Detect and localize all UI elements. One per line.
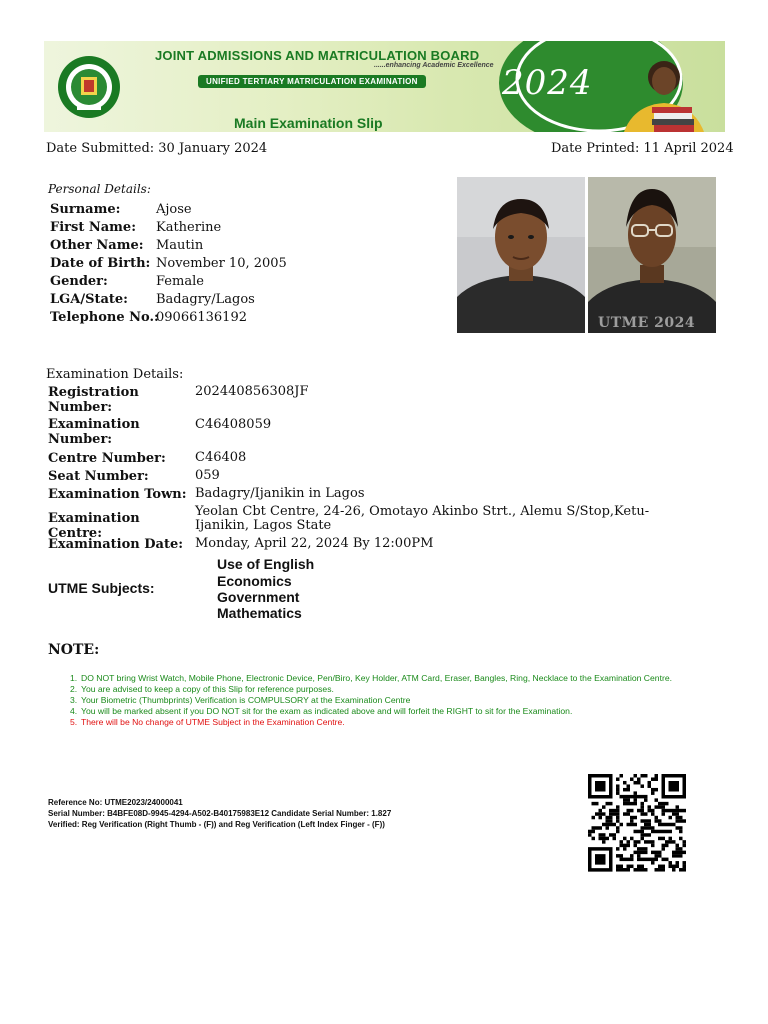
subject-item: Use of English	[217, 556, 315, 572]
personal-value: Badagry/Lagos	[156, 292, 255, 307]
personal-value: Female	[156, 274, 204, 289]
exam-value: Badagry/Ijanikin in Lagos	[195, 486, 365, 501]
org-name: JOINT ADMISSIONS AND MATRICULATION BOARD	[155, 48, 480, 63]
note-text: You are advised to keep a copy of this Slip for reference purposes.	[81, 684, 334, 694]
personal-label: Surname:	[50, 202, 121, 217]
exam-value: 202440856308JF	[195, 384, 309, 399]
note-title: NOTE:	[48, 642, 100, 658]
candidate-photo-exam	[588, 177, 716, 333]
qr-code	[588, 774, 695, 872]
subject-item: Mathematics	[217, 605, 302, 621]
reference-block	[48, 797, 391, 830]
note-number: 4.	[70, 706, 78, 716]
personal-label: Other Name:	[50, 238, 144, 253]
date-printed: Date Printed: 11 April 2024	[551, 141, 734, 156]
verification-status: Verified: Reg Verification (Right Thumb - (F)) and Reg Verification (Left Index Finger - (F))	[48, 820, 385, 829]
exam-value: Monday, April 22, 2024 By 12:00PM	[195, 536, 434, 551]
serial-number: Serial Number: B4BFE08D-9945-4294-A502-B40175983E12 Candidate Serial Number: 1.827	[48, 809, 392, 818]
personal-label: Telephone No.:	[50, 310, 159, 325]
personal-label: Date of Birth:	[50, 256, 151, 271]
note-number: 2.	[70, 684, 78, 694]
subject-item: Economics	[217, 573, 292, 589]
org-tagline: ......enhancing Academic Excellence	[374, 62, 494, 69]
jamb-logo	[57, 55, 121, 119]
note-item	[70, 684, 700, 695]
personal-value: November 10, 2005	[156, 256, 287, 271]
header-banner	[44, 41, 725, 132]
subject-item: Government	[217, 589, 300, 605]
personal-details-heading: Personal Details:	[48, 182, 151, 196]
note-item	[70, 706, 700, 717]
student-illustration	[604, 47, 725, 132]
exam-label: Examination Number:	[48, 417, 140, 447]
exam-label: Centre Number:	[48, 451, 166, 466]
personal-value: Katherine	[156, 220, 222, 235]
notes-list	[70, 673, 700, 728]
utme-subjects-label: UTME Subjects:	[48, 580, 155, 596]
note-item	[70, 673, 700, 684]
note-number: 3.	[70, 695, 78, 705]
exam-value: C46408059	[195, 417, 272, 432]
personal-label: Gender:	[50, 274, 108, 289]
exam-label: Examination Centre:	[48, 511, 140, 541]
note-text: DO NOT bring Wrist Watch, Mobile Phone, Electronic Device, Pen/Biro, Key Holder, ATM Card, Eraser, Bangles, Ring, Necklace to the Examination Centre.	[81, 673, 672, 683]
personal-label: First Name:	[50, 220, 136, 235]
note-number: 5.	[70, 717, 78, 727]
exam-value: C46408	[195, 450, 247, 465]
note-text: Your Biometric (Thumbprints) Verification is COMPULSORY at the Examination Centre	[81, 695, 411, 705]
exam-label: Examination Town:	[48, 487, 187, 502]
photo-watermark: UTME 2024	[598, 315, 696, 331]
candidate-photo-registration	[457, 177, 585, 333]
exam-value: 059	[195, 468, 220, 483]
date-submitted: Date Submitted: 30 January 2024	[46, 141, 268, 156]
personal-value: 09066136192	[156, 310, 247, 325]
exam-label: Registration Number:	[48, 385, 139, 415]
note-item	[70, 717, 700, 728]
exam-value: Yeolan Cbt Centre, 24-26, Omotayo Akinbo Strt., Alemu S/Stop,Ketu-Ijanikin, Lagos State	[195, 504, 650, 533]
exam-label: Seat Number:	[48, 469, 149, 484]
exam-details-heading: Examination Details:	[46, 367, 184, 382]
note-item	[70, 695, 700, 706]
banner-year: 2024	[502, 63, 593, 103]
exam-label: Examination Date:	[48, 537, 184, 552]
personal-label: LGA/State:	[50, 292, 128, 307]
note-text: There will be No change of UTME Subject in the Examination Centre.	[81, 717, 345, 727]
note-number: 1.	[70, 673, 78, 683]
exam-name-badge: UNIFIED TERTIARY MATRICULATION EXAMINATION	[198, 75, 426, 88]
personal-value: Ajose	[156, 202, 192, 217]
reference-number: Reference No: UTME2023/24000041	[48, 798, 183, 807]
slip-title: Main Examination Slip	[234, 115, 383, 131]
personal-value: Mautin	[156, 238, 204, 253]
note-text: You will be marked absent if you DO NOT sit for the exam as indicated above and will forfeit the RIGHT to sit for the Examination.	[81, 706, 573, 716]
